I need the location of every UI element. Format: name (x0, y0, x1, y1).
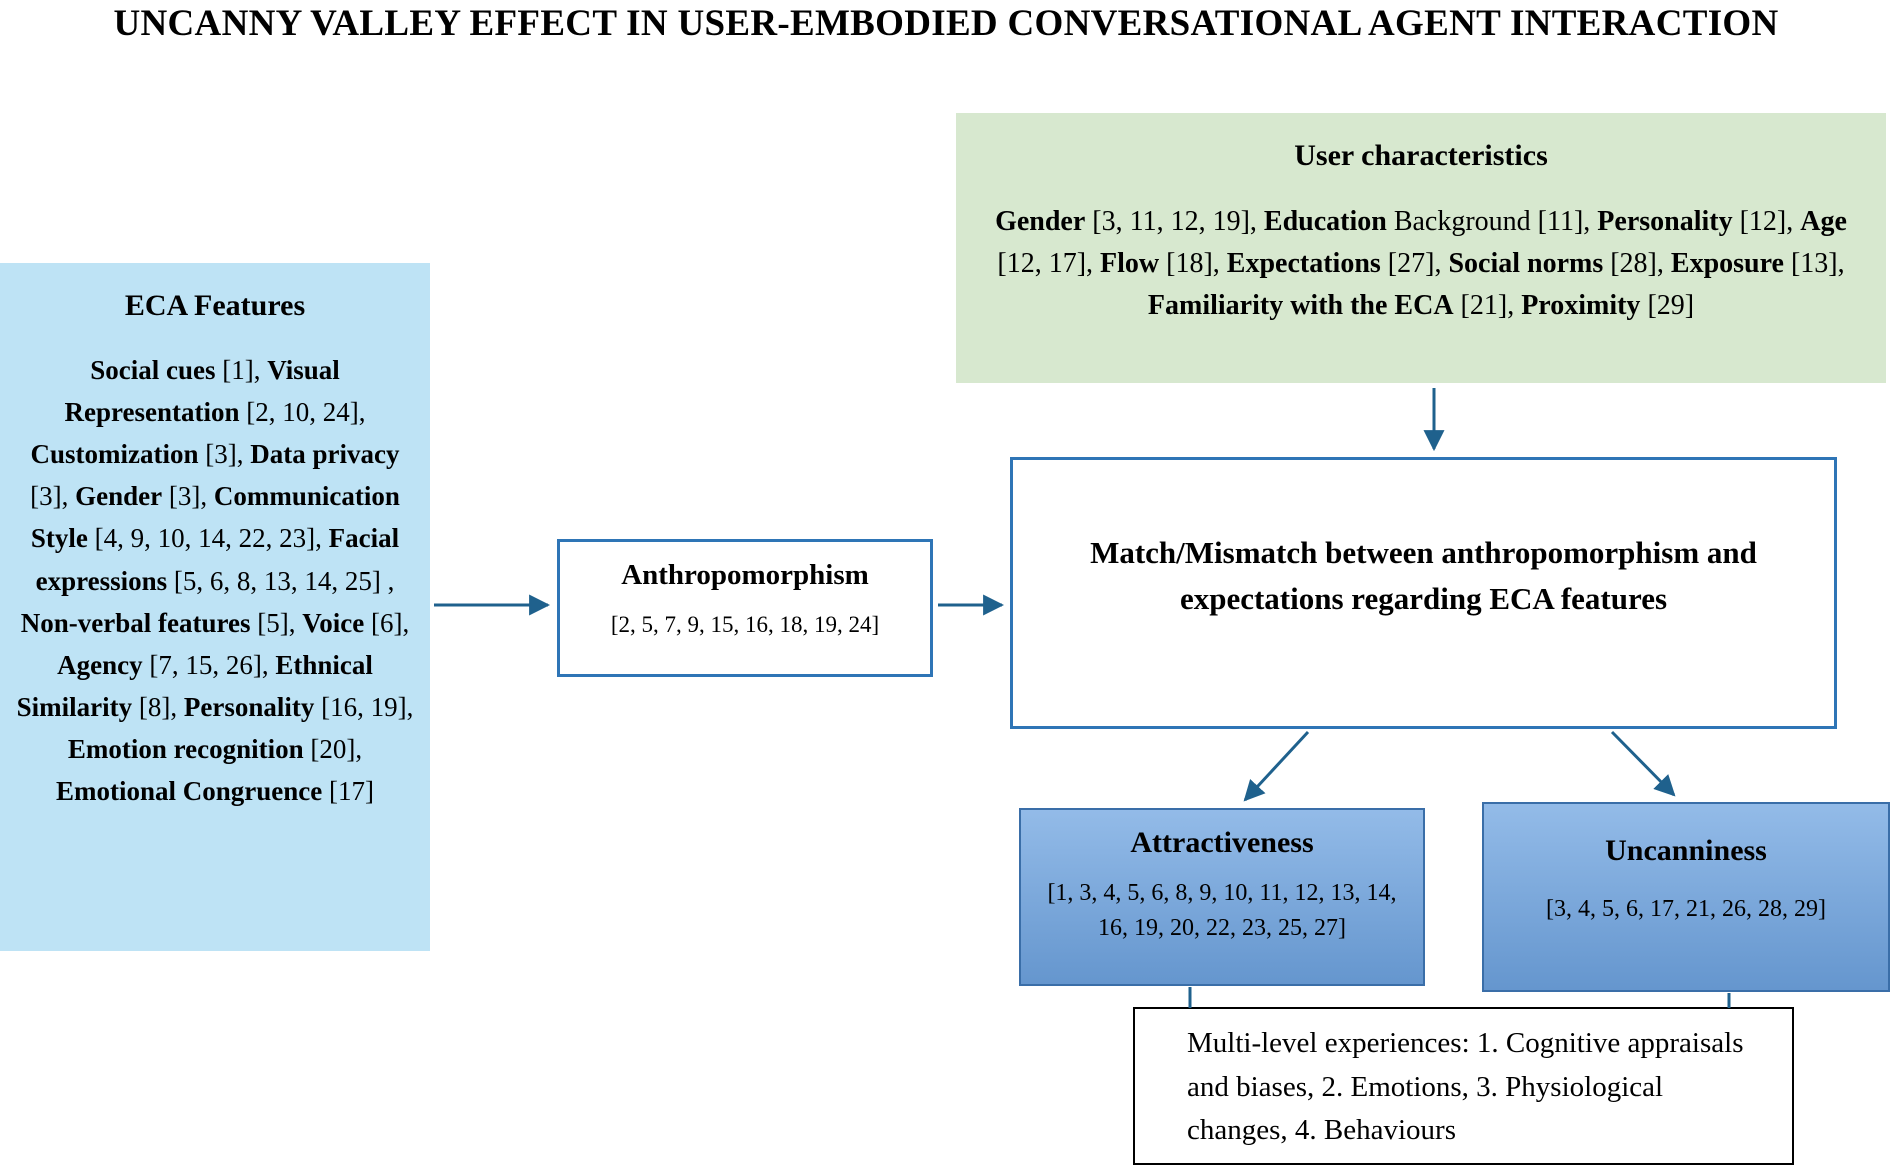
anthropomorphism-citations: [2, 5, 7, 9, 15, 16, 18, 19, 24] (610, 612, 880, 637)
eca-features-text: Social cues [1], Visual Representation [2, 10, 24], Customization [3], Data privacy [3], Gender [3], Communication Style [4, 9, 10, 14, 22, 23], Facial expressions [5, 6, 8, 13, 14, 25] , Non-verbal features [5], Voice [6], Agency [7, 15, 26], Ethnical Similarity [8], Personality [16, 19], Emotion recognition [20], Emotional Congruence [17] (16, 355, 414, 807)
match-mismatch-box (1010, 457, 1837, 729)
uncanniness-heading: Uncanniness (1605, 834, 1767, 867)
attractiveness-heading: Attractiveness (1130, 826, 1314, 859)
figure-title: UNCANNY VALLEY EFFECT IN USER-EMBODIED CONVERSATIONAL AGENT INTERACTION (113, 3, 1779, 44)
eca-features-box (0, 263, 430, 951)
multi-level-experiences-box (1133, 1007, 1794, 1165)
multi-level-experiences-text: Multi-level experiences: 1. Cognitive appraisals and biases, 2. Emotions, 3. Physiological changes, 4. Behaviours (1187, 1027, 1744, 1146)
anthropomorphism-box (557, 539, 933, 677)
match-mismatch-text: Match/Mismatch between anthropomorphism and expectations regarding ECA features (1090, 534, 1757, 616)
uncanniness-citations: [3, 4, 5, 6, 17, 21, 26, 28, 29] (1546, 896, 1826, 922)
eca-features-heading: ECA Features (124, 289, 306, 322)
anthropomorphism-heading: Anthropomorphism (621, 559, 869, 591)
arrow-match-to-uncanniness (1612, 732, 1674, 795)
arrow-match-to-attractiveness (1245, 732, 1308, 800)
uncanniness-box (1482, 802, 1890, 992)
user-characteristics-heading: User characteristics (1294, 139, 1548, 172)
attractiveness-citations: [1, 3, 4, 5, 6, 8, 9, 10, 11, 12, 13, 14, 16, 19, 20, 22, 23, 25, 27] (1047, 880, 1397, 941)
attractiveness-box (1019, 808, 1425, 986)
user-characteristics-text: Gender [3, 11, 12, 19], Education Background [11], Personality [12], Age [12, 17], Flow [18], Expectations [27], Social norms [28], Exposure [13], Familiarity with the ECA [21], Proximity [29] (995, 206, 1847, 321)
user-characteristics-box (956, 113, 1886, 383)
